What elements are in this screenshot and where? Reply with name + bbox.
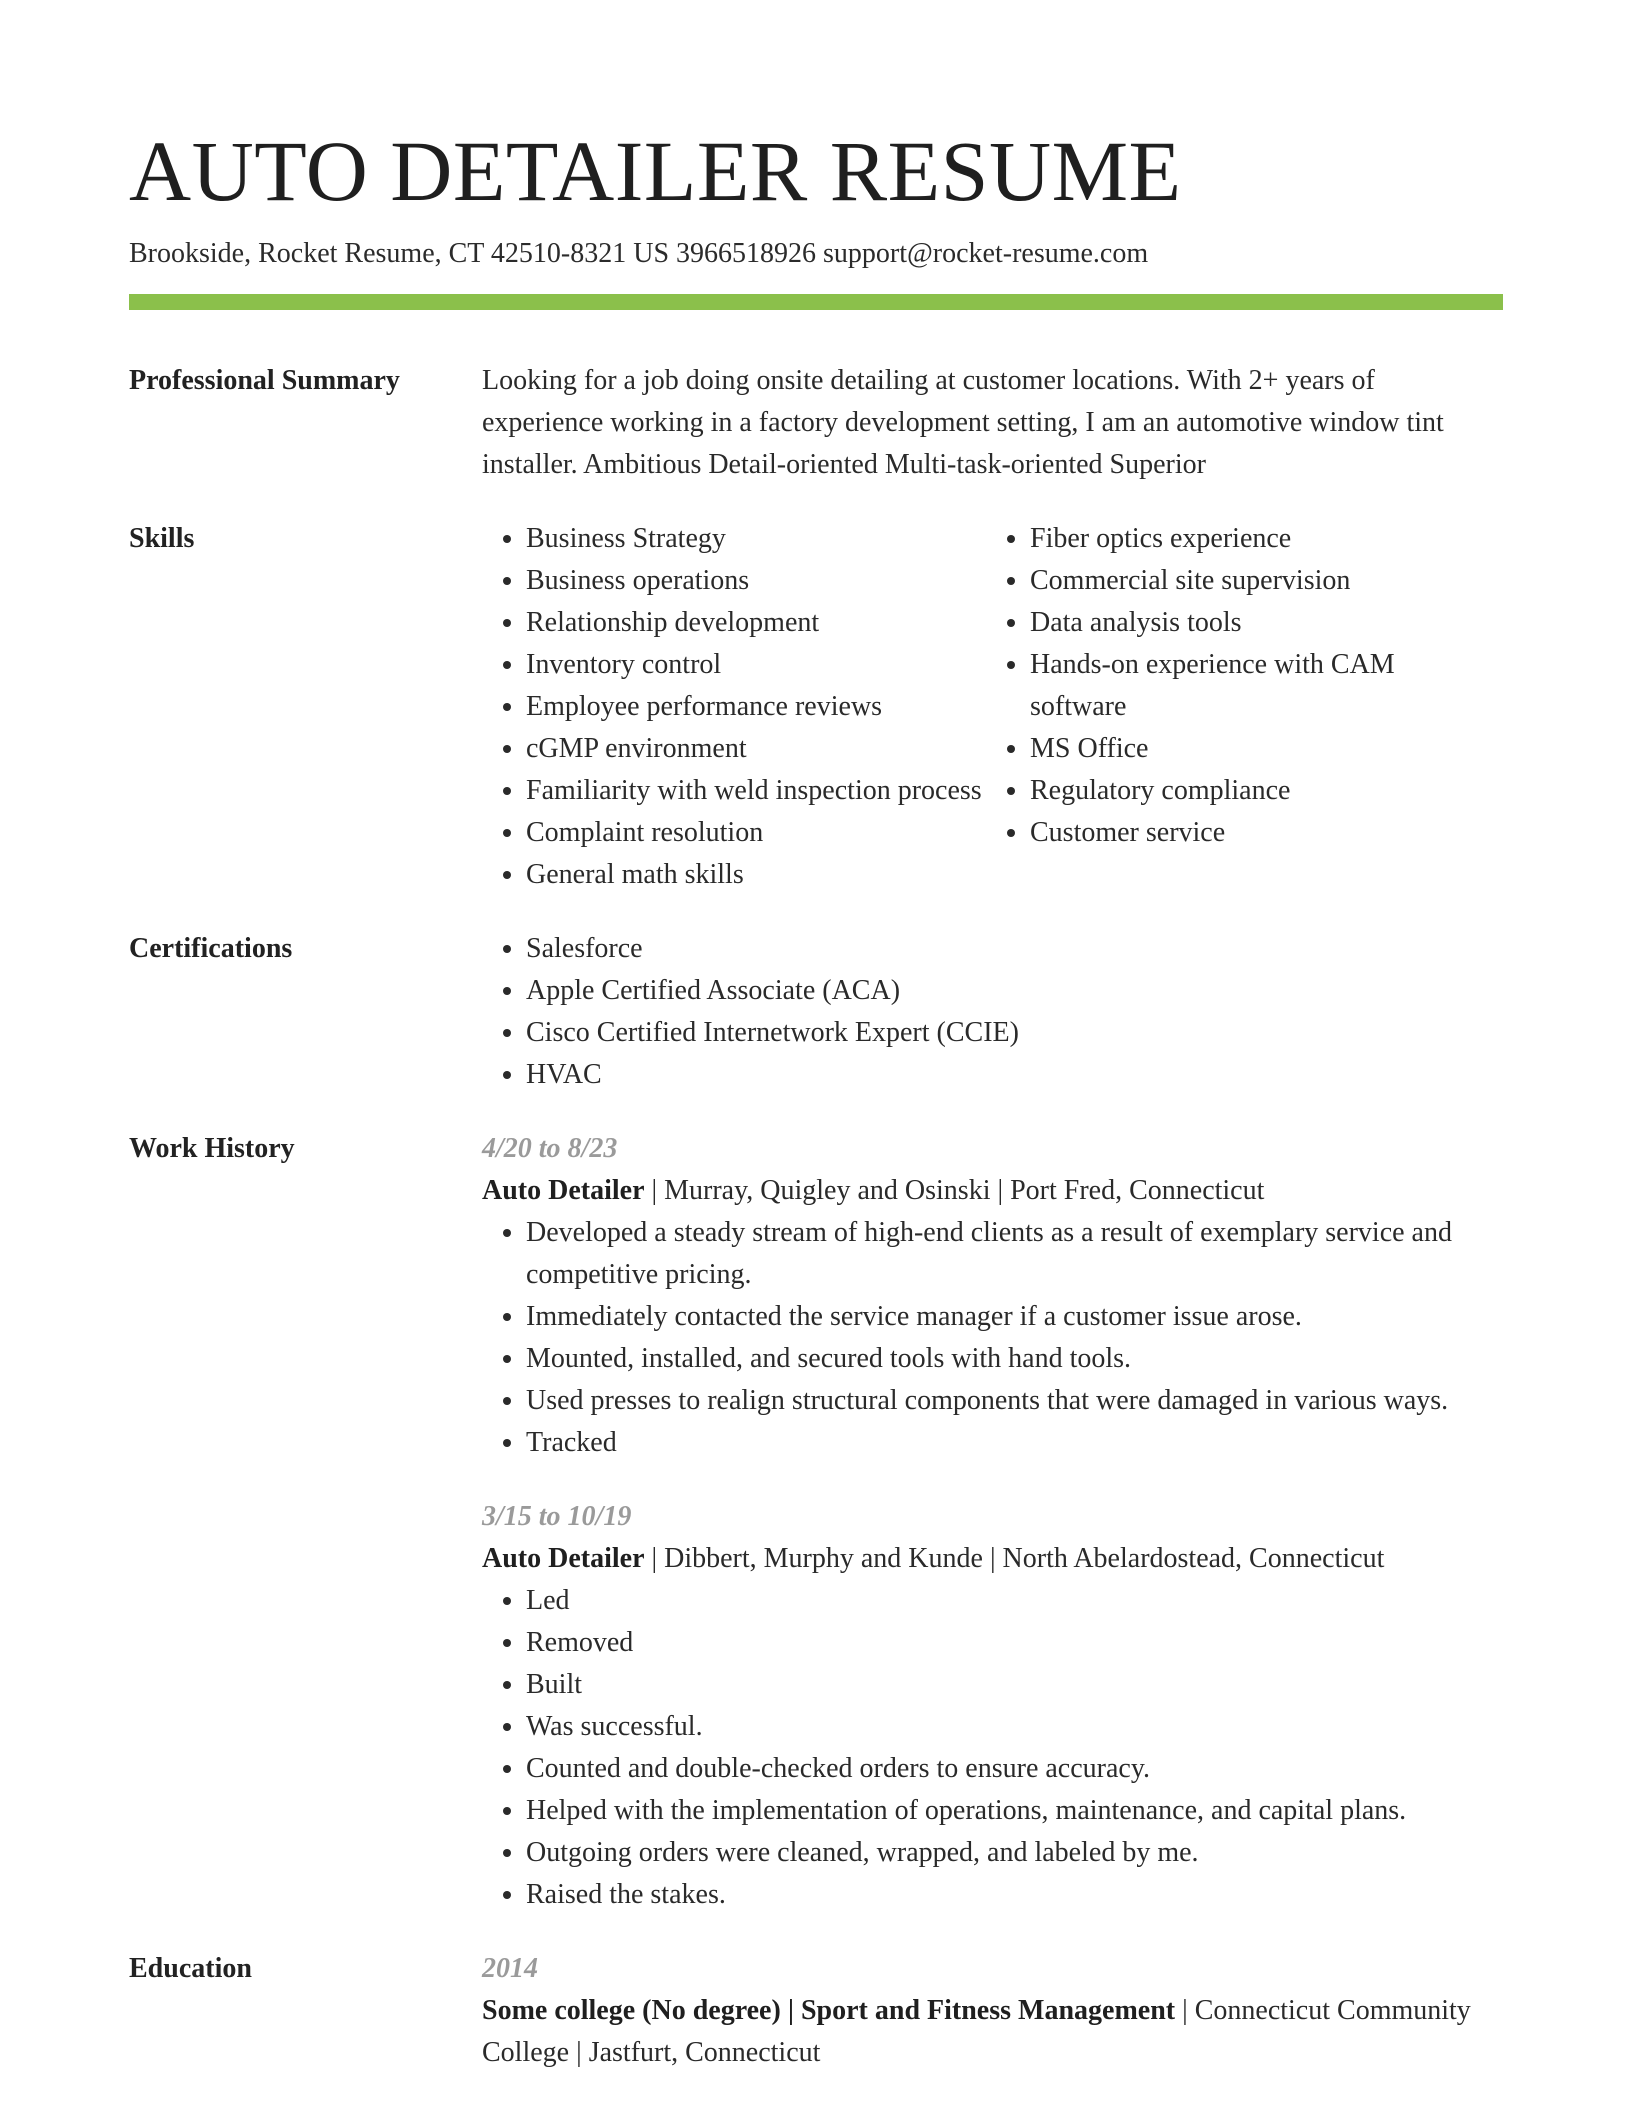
certification-item: • Apple Certified Associate (ACA): [526, 970, 1503, 1012]
summary-content: [482, 360, 1503, 486]
skills-heading: Skills: [129, 523, 195, 554]
job-duty-item: • Outgoing orders were cleaned, wrapped, and labeled by me.: [526, 1832, 1503, 1874]
skills-section: [129, 518, 1503, 896]
certification-item: • HVAC: [526, 1054, 1503, 1096]
skill-item: • Commercial site supervision: [1030, 560, 1490, 602]
work-history-section: [129, 1128, 1503, 1916]
job-duty-item: • Tracked: [526, 1422, 1503, 1464]
skill-item: • Familiarity with weld inspection process: [526, 770, 986, 812]
job-duty-item: • Led: [526, 1580, 1503, 1622]
job-employer-location: | Dibbert, Murphy and Kunde | North Abelardostead, Connecticut: [644, 1543, 1385, 1574]
certification-item: • Salesforce: [526, 928, 1503, 970]
job-title-line: [482, 1170, 1503, 1212]
job-duties-list: [482, 1212, 1503, 1464]
skill-item: • Business operations: [526, 560, 986, 602]
summary-text: Looking for a job doing onsite detailing at customer locations. With 2+ years of experience working in a factory development setting, I am an automotive window tint installer. Ambitious Detail-oriented Multi-task-oriented Superior: [482, 365, 1444, 480]
job-duty-item: • Helped with the implementation of operations, maintenance, and capital plans.: [526, 1790, 1503, 1832]
skill-item: • Inventory control: [526, 644, 986, 686]
skill-item: • Data analysis tools: [1030, 602, 1490, 644]
resume-title: AUTO DETAILER RESUME: [129, 123, 1182, 219]
job-employer-location: | Murray, Quigley and Osinski | Port Fred, Connecticut: [644, 1175, 1265, 1206]
job-duty-item: • Was successful.: [526, 1706, 1503, 1748]
skill-item: • Business Strategy: [526, 518, 986, 560]
work-history-content: [482, 1128, 1503, 1916]
work-history-heading: Work History: [129, 1133, 295, 1164]
summary-section: [129, 360, 1503, 486]
certification-item: • Cisco Certified Internetwork Expert (CCIE): [526, 1012, 1503, 1054]
job-duties-list: [482, 1580, 1503, 1916]
job-duty-item: • Built: [526, 1664, 1503, 1706]
job-title: Auto Detailer: [482, 1175, 645, 1206]
skills-column-2: [986, 518, 1490, 896]
skill-item: • Complaint resolution: [526, 812, 986, 854]
certifications-content: [482, 928, 1503, 1096]
education-content: [482, 1948, 1503, 2074]
skill-item: • MS Office: [1030, 728, 1490, 770]
certifications-list: [482, 928, 1503, 1096]
summary-heading: Professional Summary: [129, 365, 400, 396]
education-line: [482, 1990, 1503, 2074]
job-entry: [482, 1496, 1503, 1916]
job-dates: 3/15 to 10/19: [482, 1501, 632, 1532]
job-duty-item: • Counted and double-checked orders to ensure accuracy.: [526, 1748, 1503, 1790]
skill-item: • Hands-on experience with CAM software: [1030, 644, 1490, 728]
skill-item: • Employee performance reviews: [526, 686, 986, 728]
certifications-heading: Certifications: [129, 933, 293, 964]
skill-item: • Regulatory compliance: [1030, 770, 1490, 812]
skill-item: • Customer service: [1030, 812, 1490, 854]
job-duty-item: • Used presses to realign structural components that were damaged in various ways.: [526, 1380, 1503, 1422]
job-duty-item: • Removed: [526, 1622, 1503, 1664]
skills-column-1: [482, 518, 986, 896]
header-divider: [129, 294, 1503, 310]
education-heading: Education: [129, 1953, 252, 1984]
education-year: 2014: [482, 1953, 538, 1984]
job-duty-item: • Developed a steady stream of high-end clients as a result of exemplary service and competitive pricing.: [526, 1212, 1503, 1296]
skills-content: [482, 518, 1503, 896]
skill-item: • Fiber optics experience: [1030, 518, 1490, 560]
job-dates: 4/20 to 8/23: [482, 1133, 618, 1164]
job-entry: [482, 1128, 1503, 1464]
education-degree: Some college (No degree) | Sport and Fitness Management: [482, 1995, 1176, 2026]
job-duty-item: • Mounted, installed, and secured tools with hand tools.: [526, 1338, 1503, 1380]
job-title: Auto Detailer: [482, 1543, 645, 1574]
certifications-section: [129, 928, 1503, 1096]
skill-item: • General math skills: [526, 854, 986, 896]
job-duty-item: • Raised the stakes.: [526, 1874, 1503, 1916]
job-title-line: [482, 1538, 1503, 1580]
education-school-location: | Connecticut Community College | Jastfurt, Connecticut: [482, 1995, 1471, 2068]
job-duty-item: • Immediately contacted the service manager if a customer issue arose.: [526, 1296, 1503, 1338]
skill-item: • cGMP environment: [526, 728, 986, 770]
contact-line: Brookside, Rocket Resume, CT 42510-8321 US 3966518926 support@rocket-resume.com: [129, 238, 1149, 269]
education-section: [129, 1948, 1503, 2074]
skill-item: • Relationship development: [526, 602, 986, 644]
